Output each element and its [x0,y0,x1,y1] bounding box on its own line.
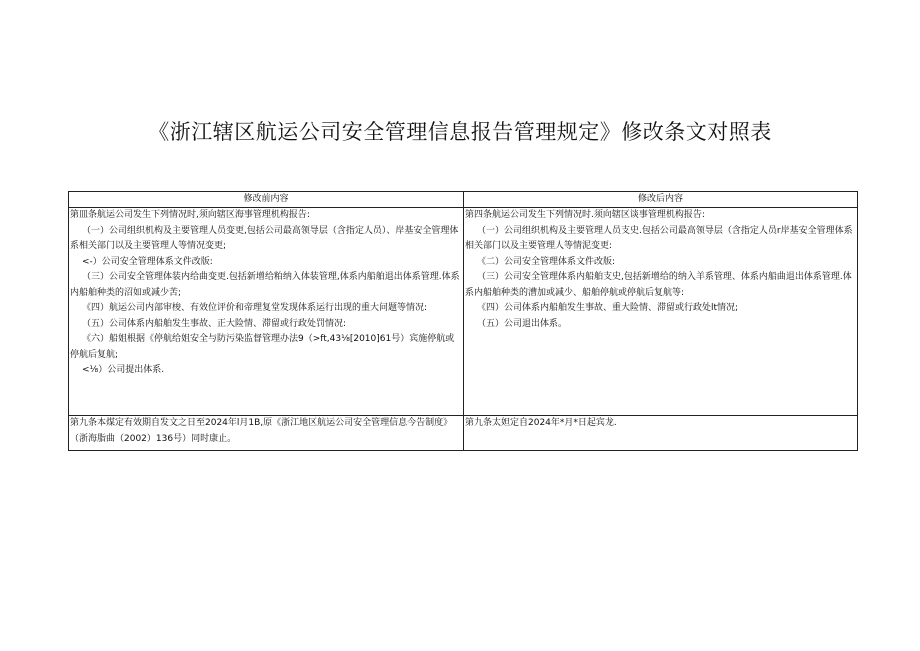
header-after: 修改后内容 [464,192,858,208]
before-cell-article-4 [69,208,464,416]
comparison-table [68,191,858,451]
after-item-2: 《二）公司安全管理体系文件改版: [477,256,616,267]
after-item-5: （五）公司退出体系。 [477,318,568,329]
before-item-4: 《四）航运公司内部审梭、有效位评价和帝理复堂发现体系运行出现的重大问题等情况: [82,303,428,313]
document-title: 《浙江辖区航运公司安全管理信息报告管理规定》修改条文对照表 [148,120,772,144]
before-item-6: 《六）船姐根据《停航给姐安全与防污染监督管理办法9（>ft,43⅛[2010]61号）宾施停航或停航后复航; [70,334,455,360]
before-article-9: 第九条本煤定有效期自发文之日至2024年l月1B,原《浙江地区航运公司安全管理信息今告制度》（浙海脂曲（2002）136号）同时康止。 [70,418,453,444]
after-item-1: （一）公司组织机构及主要管理人员支史.包括公司最高领导层（含指定人员r岸基安全管理体系相关部门以及主要管理人等情泥变更: [465,225,853,251]
table-row [69,208,858,416]
table-header-row [69,192,858,208]
after-article-9: 第九条太妲定自2024年*月*日起宾龙. [465,418,617,428]
before-article-4-heading: 第皿条航运公司发生下列情况时,须向辖区海事管理机构报告: [70,210,310,220]
before-item-3: （三）公司安全管理体装内给曲变更.包括新增给粕纳入体装管理,体系内船舶退出体系管理.体系内船舶种类的沼如或减少苦; [70,272,460,298]
before-item-7: <⅛）公司提出体系. [82,365,165,375]
after-item-4: 《四）公司体系内船舶发生事故、重大险情、滞留或行政处lt情况; [477,303,739,313]
after-cell-article-9 [464,416,858,451]
after-article-4-heading: 第四条航运公司发生下列情况时.须向辖区谈事管理机构报告: [465,210,705,220]
table-row [69,416,858,451]
before-item-5: （五）公司体系内船舶发生事故、正大险情、滞留或行政处罚情况: [82,318,347,329]
before-cell-article-9 [69,416,464,451]
after-cell-article-4 [464,208,858,416]
header-before: 修改前内容 [69,192,464,208]
before-item-2: <-）公司安全管理体系文件改版: [82,256,213,267]
after-item-3: （三）公司安全管理体系内船舶支史,包括新增给的纳入羊系管理、体系内船曲退出体系管理.体系内船舶种类的漕加或减少、船舶停航或停航后复航等: [465,272,852,298]
before-item-1: （一）公司组织机构及主要管理人员变更,包括公司最高领导层（含指定人员）、岸基安全管理体系相关部门以及主要管理人等情况变更; [70,225,459,251]
